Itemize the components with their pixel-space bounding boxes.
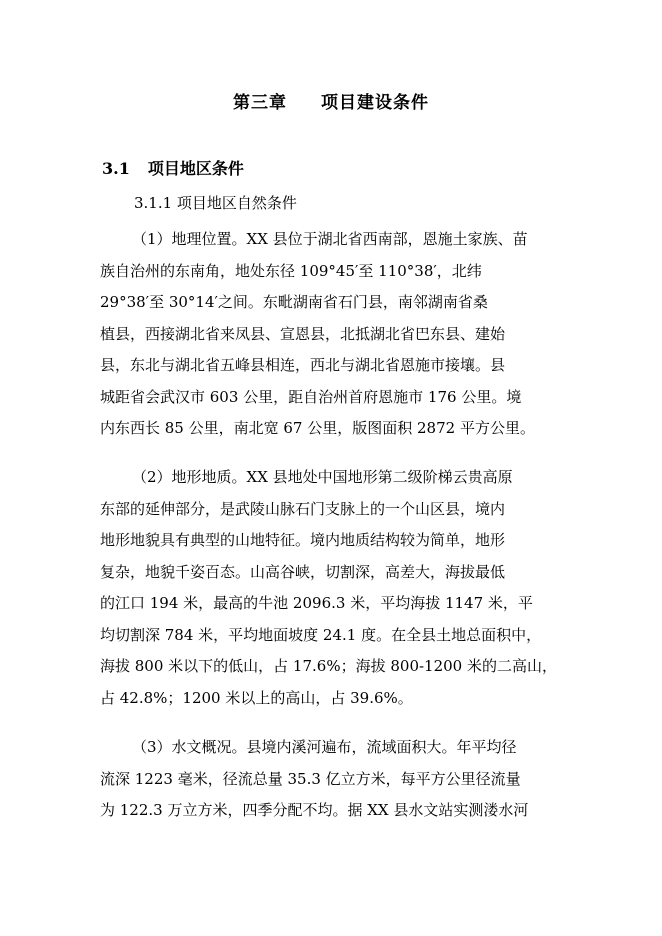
paragraph-line: 海拔 800 米以下的低山，占 17.6%；海拔 800-1200 米的二高山， bbox=[100, 657, 557, 675]
paragraph-line: 流深 1223 毫米，径流总量 35.3 亿立方米，每平方公里径流量 bbox=[100, 769, 521, 788]
chapter-title bbox=[0, 88, 662, 113]
chapter-number: 第三章 bbox=[233, 93, 287, 113]
section-heading bbox=[102, 156, 244, 179]
section-name: 项目地区条件 bbox=[147, 159, 244, 178]
paragraph-line: 的江口 194 米，最高的牛池 2096.3 米，平均海拔 1147 米，平 bbox=[100, 594, 533, 612]
subsection-heading: 3.1.1 项目地区自然条件 bbox=[134, 194, 297, 212]
paragraph-line: 29°38′至 30°14′之间。东毗湖南省石门县，南邻湖南省桑 bbox=[100, 293, 488, 311]
paragraph-line: 为 122.3 万立方米，四季分配不均。据 XX 县水文站实测溇水河 bbox=[100, 801, 529, 819]
paragraph-line: 占 42.8%；1200 米以上的高山，占 39.6%。 bbox=[100, 688, 413, 707]
paragraph-line: 植县，西接湖北省来凤县、宣恩县，北抵湖北省巴东县、建始 bbox=[100, 324, 506, 343]
paragraph-hydrology bbox=[100, 732, 570, 827]
paragraph-line: 均切割深 784 米，平均地面坡度 24.1 度。在全县土地总面积中， bbox=[100, 625, 542, 644]
paragraph-terrain bbox=[100, 462, 570, 714]
chapter-name: 项目建设条件 bbox=[321, 93, 429, 113]
paragraph-line: 族自治州的东南角，地处东径 109°45′至 110°38′，北纬 bbox=[100, 261, 482, 280]
paragraph-line: （1）地理位置。XX 县位于湖北省西南部，恩施土家族、苗 bbox=[132, 230, 528, 248]
section-number: 3.1 bbox=[102, 159, 130, 178]
paragraph-line: （2）地形地质。XX 县地处中国地形第二级阶梯云贵高原 bbox=[132, 468, 513, 486]
paragraph-line: 城距省会武汉市 603 公里，距自治州首府恩施市 176 公里。境 bbox=[100, 387, 522, 406]
paragraph-location bbox=[100, 224, 570, 445]
paragraph-line: 内东西长 85 公里，南北宽 67 公里，版图面积 2872 平方公里。 bbox=[100, 419, 535, 437]
paragraph-line: 地形地貌具有典型的山地特征。境内地质结构较为简单，地形 bbox=[100, 531, 506, 549]
paragraph-line: 县，东北与湖北省五峰县相连，西北与湖北省恩施市接壤。县 bbox=[100, 356, 506, 374]
paragraph-line: 复杂，地貌千姿百态。山高谷峡，切割深，高差大，海拔最低 bbox=[100, 562, 506, 581]
paragraph-line: 东部的延伸部分，是武陵山脉石门支脉上的一个山区县，境内 bbox=[100, 499, 506, 518]
paragraph-line: （3）水文概况。县境内溪河遍布，流域面积大。年平均径 bbox=[132, 738, 517, 756]
